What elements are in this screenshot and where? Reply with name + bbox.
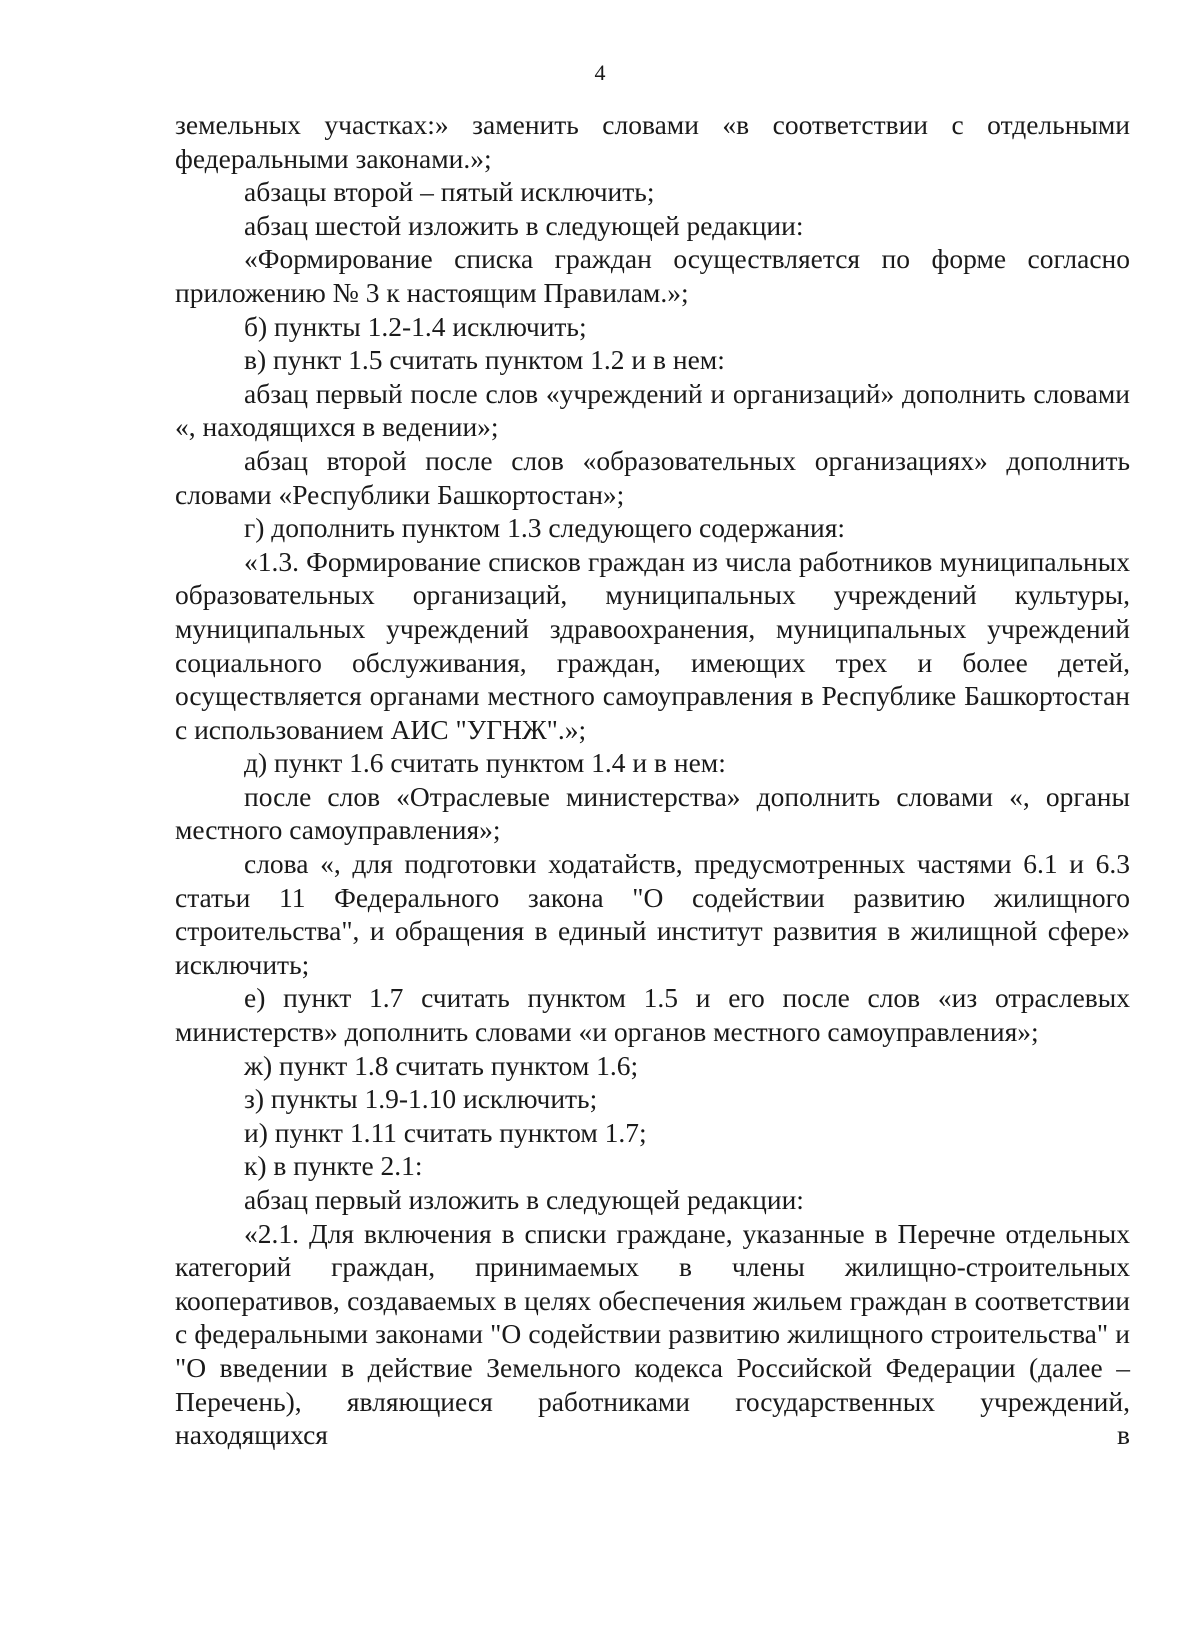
paragraph: абзацы второй – пятый исключить; xyxy=(244,176,655,208)
paragraph: «Формирование списка граждан осуществляется по форме согласно приложению № 3 к настоящим Правилам.»; xyxy=(175,243,1130,308)
paragraph: абзац шестой изложить в следующей редакции: xyxy=(244,209,804,241)
paragraph: после слов «Отраслевые министерства» дополнить словами «, органы местного самоуправления»; xyxy=(175,780,1130,846)
paragraph: «1.3. Формирование списков граждан из числа работников муниципальных образовательных организаций, муниципальных учреждений культуры, муниципальных учреждений здравоохранения, муниципальных учреждений социального обслуживания, граждан, имеющих трех и более детей, осуществляется органами местного самоуправления в Республике Башкортостан с использованием АИС "УГНЖ".»; xyxy=(175,545,1130,745)
document-body xyxy=(175,108,1130,1452)
paragraph: слова «, для подготовки ходатайств, предусмотренных частями 6.1 и 6.3 статьи 11 Федерального закона "О содействии развитию жилищного строительства", и обращения в единый институт развития в жилищной сфере» исключить; xyxy=(175,848,1130,980)
paragraph: б) пункты 1.2-1.4 исключить; xyxy=(244,310,587,342)
paragraph: земельных участках:» заменить словами «в соответствии с отдельными федеральными законами.»; xyxy=(175,109,1130,174)
paragraph: абзац первый после слов «учреждений и организаций» дополнить словами «, находящихся в ведении»; xyxy=(175,377,1130,443)
page-number: 4 xyxy=(594,60,606,85)
paragraph: ж) пункт 1.8 считать пунктом 1.6; xyxy=(244,1049,639,1081)
paragraph: и) пункт 1.11 считать пунктом 1.7; xyxy=(244,1116,647,1148)
paragraph: абзац первый изложить в следующей редакции: xyxy=(244,1184,804,1215)
paragraph: в) пункт 1.5 считать пунктом 1.2 и в нем: xyxy=(244,344,725,376)
paragraph: «2.1. Для включения в списки граждане, указанные в Перечне отдельных категорий граждан, принимаемых в члены жилищно-строительных кооперативов, создаваемых в целях обеспечения жильем граждан в соответствии с федеральными законами "О содействии развитию жилищного строительства" и "О введении в действие Земельного кодекса Российской Федерации (далее – Перечень), являющиеся работниками государственных учреждений, находящихся в xyxy=(175,1217,1130,1451)
paragraph: д) пункт 1.6 считать пунктом 1.4 и в нем: xyxy=(244,747,726,779)
paragraph: к) в пункте 2.1: xyxy=(244,1150,423,1182)
paragraph: з) пункты 1.9-1.10 исключить; xyxy=(244,1083,598,1115)
paragraph: г) дополнить пунктом 1.3 следующего содержания: xyxy=(244,512,846,544)
paragraph: абзац второй после слов «образовательных организациях» дополнить словами «Республики Башкортостан»; xyxy=(175,444,1130,510)
paragraph: е) пункт 1.7 считать пунктом 1.5 и его после слов «из отраслевых министерств» дополнить словами «и органов местного самоуправления»; xyxy=(175,982,1130,1048)
